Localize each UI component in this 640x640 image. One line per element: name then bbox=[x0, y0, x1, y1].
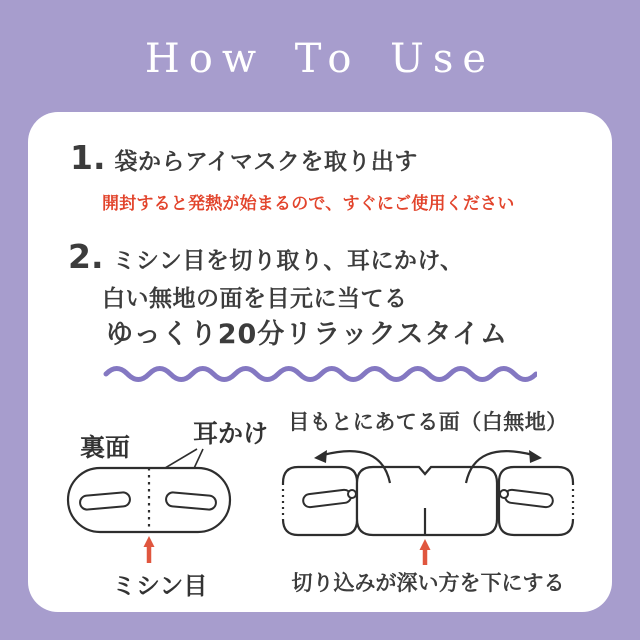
step-2-number: 2. bbox=[68, 237, 104, 276]
page-title: How To Use bbox=[144, 36, 496, 82]
fold-arrow-left-icon bbox=[314, 450, 327, 463]
label-ear-hook: 耳かけ bbox=[193, 419, 269, 448]
fold-arrow-right-icon bbox=[529, 450, 542, 463]
label-back-side: 裏面 bbox=[80, 433, 131, 462]
step-1-number: 1. bbox=[70, 138, 106, 177]
step-1 bbox=[70, 138, 418, 177]
wavy-divider-line bbox=[103, 361, 537, 383]
step-2-text-line2: 白い無地の面を目元に当てる bbox=[102, 286, 408, 312]
step-2-highlight-text: ゆっくり20分リラックスタイム bbox=[106, 319, 508, 350]
instruction-card bbox=[28, 112, 612, 612]
step-2-text-line1: ミシン目を切り取り、耳にかけ、 bbox=[112, 248, 464, 274]
label-face-side: 目もとにあてる面（白無地） bbox=[288, 410, 568, 434]
mask-back-diagram bbox=[64, 443, 239, 568]
step-1-text: 袋からアイマスクを取り出す bbox=[114, 149, 418, 175]
label-deep-cut-instruction: 切り込みが深い方を下にする bbox=[291, 571, 565, 595]
step-1-warning-note: 開封すると発熱が始まるので、すぐにご使用ください bbox=[102, 194, 515, 214]
mask-front-diagram bbox=[281, 444, 575, 566]
label-perforation: ミシン目 bbox=[112, 571, 208, 600]
step-2 bbox=[68, 237, 464, 276]
